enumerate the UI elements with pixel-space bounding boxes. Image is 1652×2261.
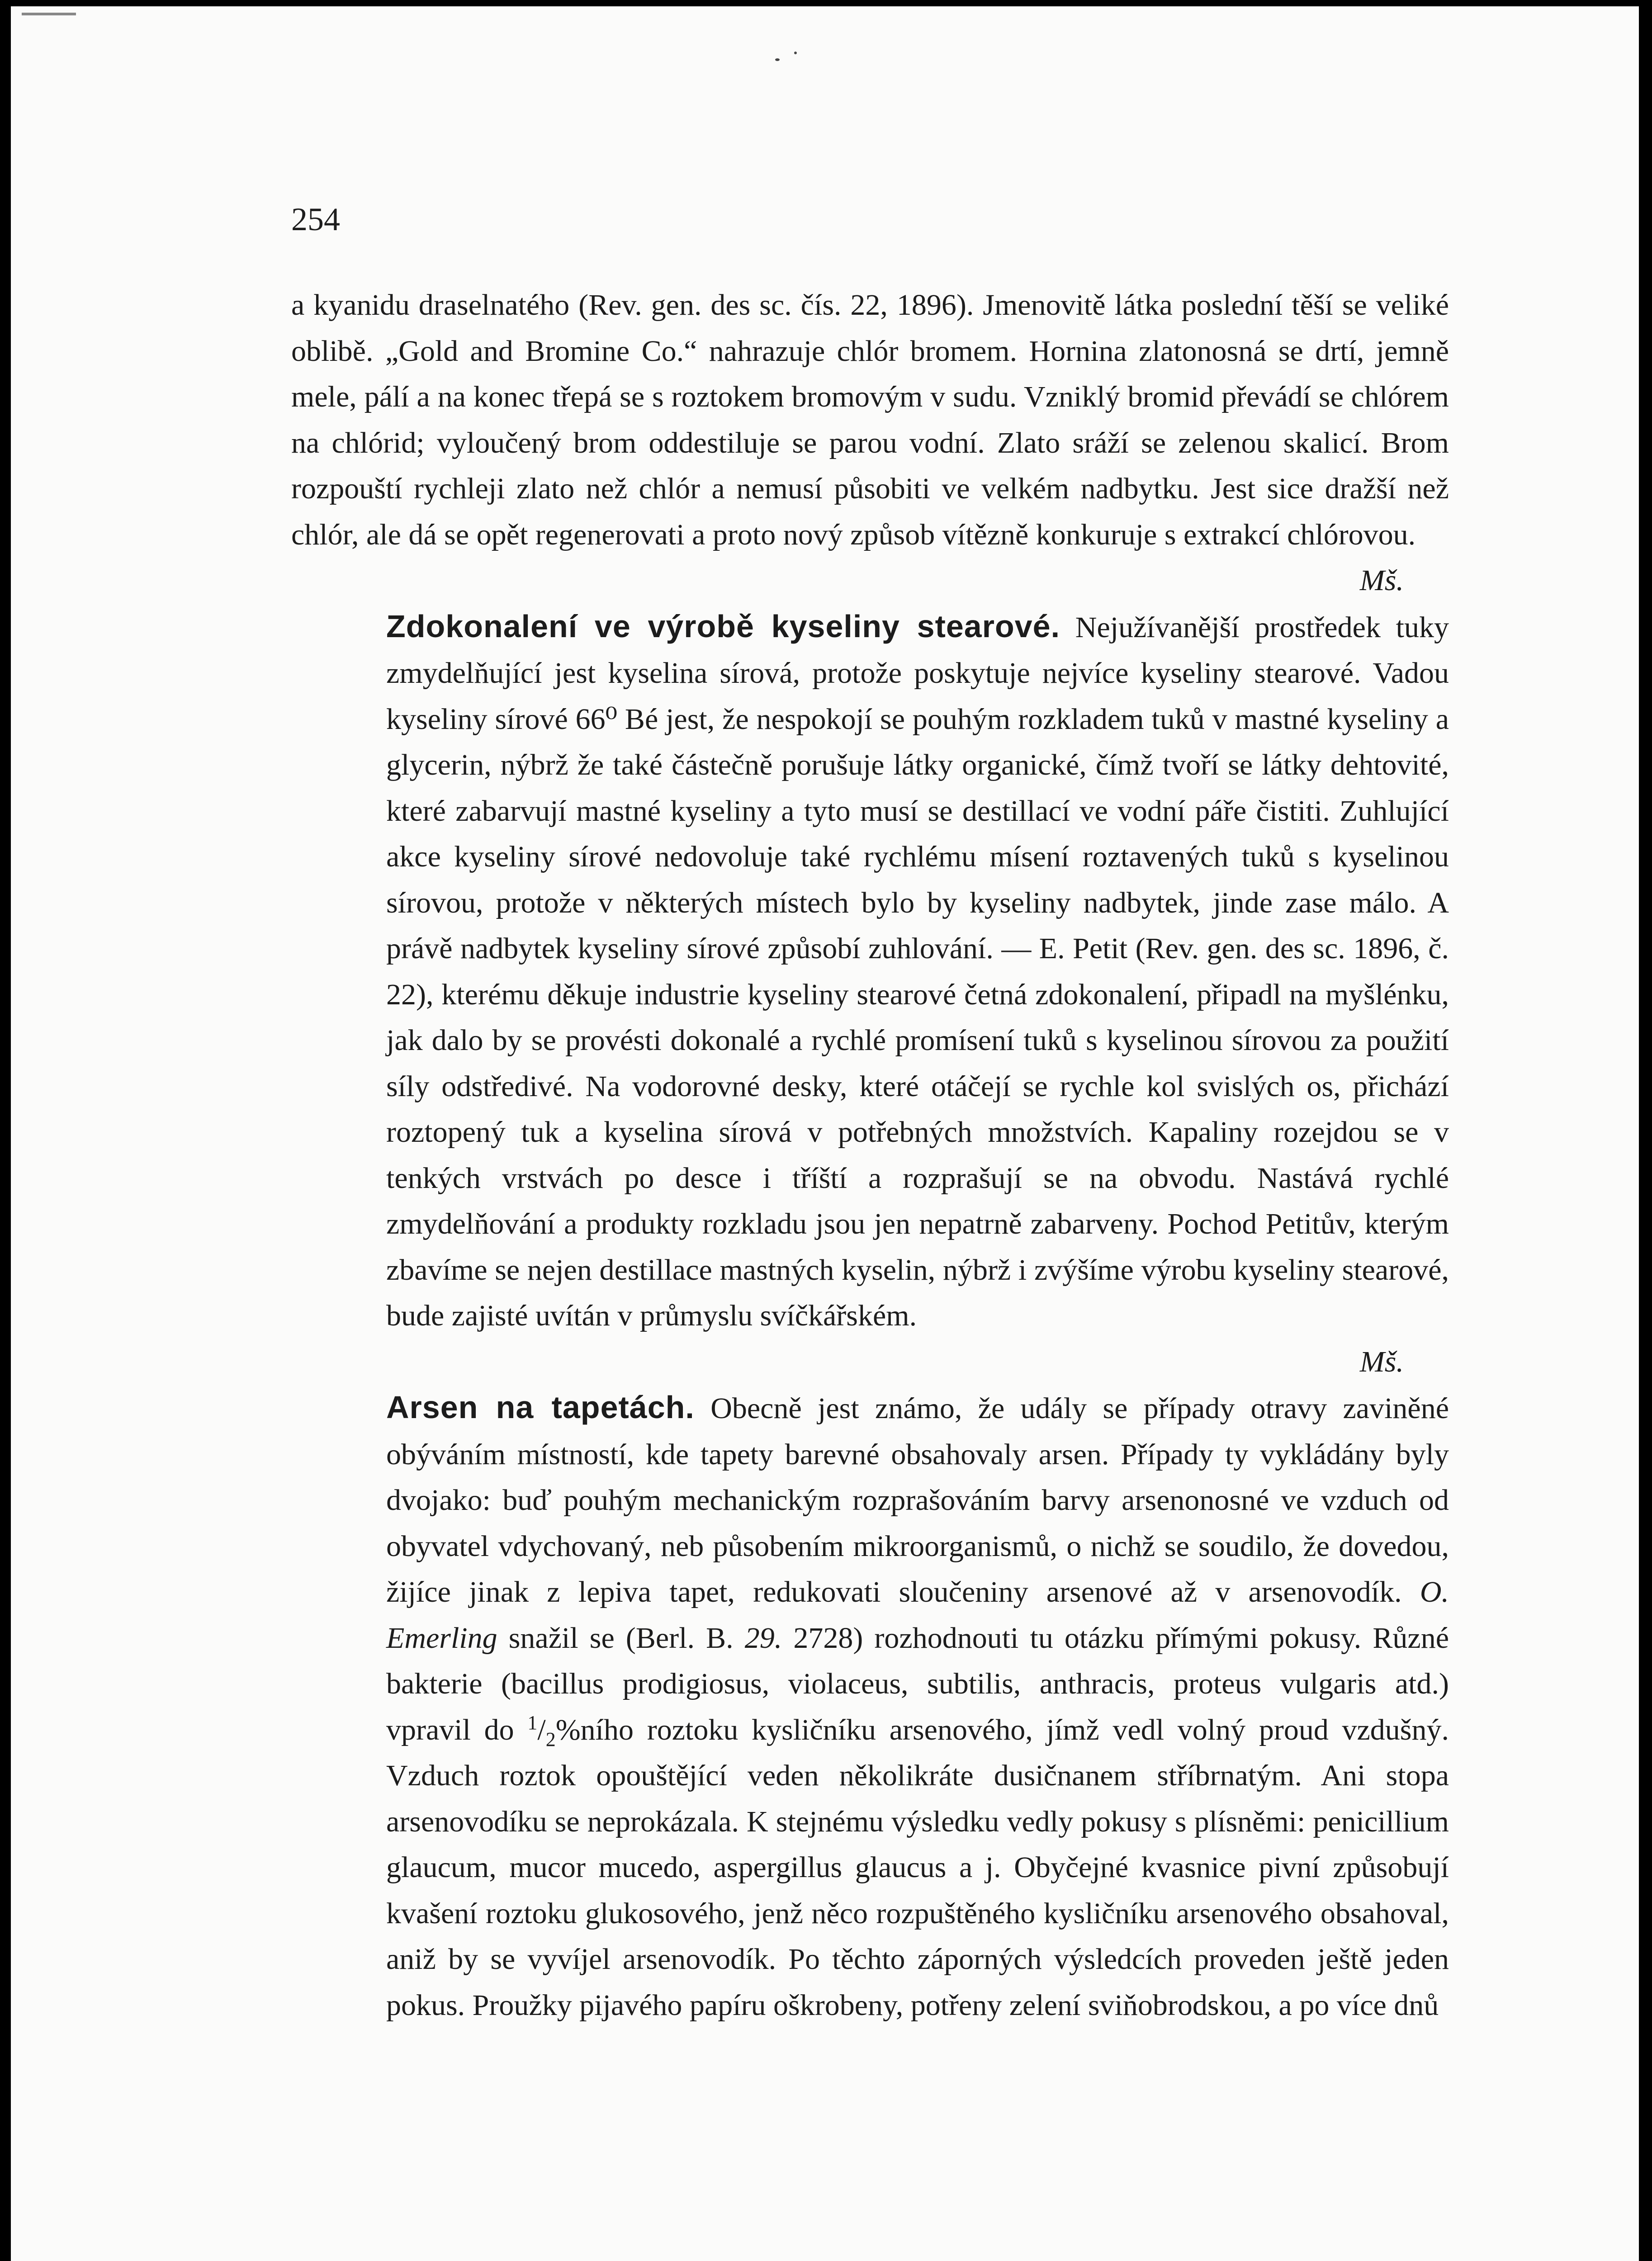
paragraph-gold-bromine: a kyanidu draselnatého (Rev. gen. des sc. čís. 22, 1896). Jmenovitě látka poslední těší se veliké oblibě. „Gold and Bromine Co.“ nahrazuje chlór bromem. Hornina zlatonosná se drtí, jemně mele, pálí a na konec třepá se s roztokem bromovým v sudu. Vzniklý bromid převádí se chlórem na chlórid; vyloučený brom oddestiluje se parou vodní. Zlato sráží se zelenou skalicí. Brom rozpouští rychleji zlato než chlór a nemusí působiti ve velkém nadbytku. Jest sice dražší než chlór, ale dá se opět regenerovati a proto nový způsob vítězně konkuruje s extrakcí chlórovou. (291, 289, 1449, 551)
section-heading-arsenic: Arsen na tapetách. (386, 1390, 695, 1425)
paragraph-arsenic-text-a: Obecně jest známo, že udály se případy otravy zaviněné obýváním místností, kde tapety barevné obsahovaly arsen. Případy ty vykládány byly dvojako: buď pouhým mechanickým rozprašováním barvy arsenonosné ve vzduch od obyvatel vdychovaný, neb působením mikroorganismů, o nichž se soudilo, že dovedou, žijíce jinak z lepiva tapet, redukovati sloučeniny arsenové až v arsenovodík. (386, 1392, 1449, 1608)
cited-volume: 29. (744, 1621, 782, 1655)
paragraph-arsenic-text-c: 2728) rozhodnouti tu otázku přímými pokusy. Různé bakterie (bacillus prodigiosus, violaceus, subtilis, anthracis, proteus vulgaris atd.) vpravil do (386, 1621, 1449, 1746)
author-signature: Mš. (1359, 564, 1404, 597)
author-signature: Mš. (1359, 1345, 1404, 1378)
fraction-denominator: 2 (545, 1728, 556, 1750)
paragraph-arsenic-text-b: snažil se (Berl. B. (508, 1621, 734, 1655)
paragraph-arsenic-wallpaper: Arsen na tapetách. Obecně jest známo, že udály se případy otravy zaviněné obýváním místností, kde tapety barevné obsahovaly arsen. Případy ty vykládány byly dvojako: buď pouhým mechanickým rozprašováním barvy arsenonosné ve vzduch od obyvatel vdychovaný, neb působením mikroorganismů, o nichž se soudilo, že dovedou, žijíce jinak z lepiva tapet, redukovati sloučeniny arsenové až v arsenovodík. O. Emerling snažil se (Berl. B. 29. 2728) rozhodnouti tu otázku přímými pokusy. Různé bakterie (bacillus prodigiosus, violaceus, subtilis, anthracis, proteus vulgaris atd.) vpravil do $^1/_2\%ního$ roztoku kysličníku arsenového, jímž vedl volný proud vzdušný. Vzduch roztok opouštějící veden několikráte dusičnanem stříbrnatým. Ani stopa arsenovodíku se neprokázala. K stejnému výsledku vedly pokusy s plísněmi: penicillium glaucum, mucor mucedo, aspergillus glaucus a j. Obyčejné kvasnice pivní způsobují kvašení roztoku glukosového, jenž něco rozpuštěného kysličníku arsenového obsahoval, aniž by se vyvíjel arsenovodík. Po těchto záporných výsledcích proveden ještě jeden pokus. Proužky pijavého papíru oškrobeny, potřeny zelení sviňobrodskou, a po více dnů (386, 1390, 1449, 2022)
fraction-numerator: 1 (527, 1711, 538, 1734)
section-heading-stearic: Zdokonalení ve výrobě kyseliny stearové. (386, 608, 1060, 644)
page-sheet (11, 6, 1639, 2261)
scan-corner-mark (22, 13, 76, 15)
scan-speck (794, 52, 797, 54)
page-number: 254 (291, 201, 340, 237)
paragraph-stearic-text: Nejužívanější prostředek tuky zmydelňující jest kyselina sírová, protože poskytuje nejvíce kyseliny stearové. Vadou kyseliny sírové 66⁰ Bé jest, že nespokojí se pouhým rozkladem tuků v mastné kyseliny a glycerin, nýbrž že také částečně porušuje látky organické, čímž tvoří se látky dehtovité, které zabarvují mastné kyseliny a tyto musí se destillací ve vodní páře čistiti. Zuhlující akce kyseliny sírové nedovoluje také rychlému mísení roztavených tuků s kyselinou sírovou, protože v některých místech bylo by kyseliny nadbytek, jinde zase málo. A právě nadbytek kyseliny sírové způsobí zuhlování. — E. Petit (Rev. gen. des sc. 1896, č. 22), kterému děkuje industrie kyseliny stearové četná zdokonalení, připadl na myšlénku, jak dalo by se provésti dokonalé a rychlé promísení tuků s kyselinou sírovou za použití síly odstředivé. Na vodorovné desky, které otáčejí se rychle kol svislých os, přichází roztopený tuk a kyselina sírová v potřebných množstvích. Kapaliny rozejdou se v tenkých vrstvách po desce i tříští a rozprašují se na obvodu. Nastává rychlé zmydelňování a produkty rozkladu jsou jen nepatrně zabarveny. Pochod Petitův, kterým zbavíme se nejen destillace mastných kyselin, nýbrž i zvýšíme výrobu kyseliny stearové, bude zajisté uvítán v průmyslu svíčkářském. (386, 610, 1449, 1332)
paragraph-arsenic-text-d: %ního roztoku kysličníku arsenového, jímž vedl volný proud vzdušný. Vzduch roztok opouštějící veden několikráte dusičnanem stříbrnatým. Ani stopa arsenovodíku se neprokázala. K stejnému výsledku vedly pokusy s plísněmi: penicillium glaucum, mucor mucedo, aspergillus glaucus a j. Obyčejné kvasnice pivní způsobují kvašení roztoku glukosového, jenž něco rozpuštěného kysličníku arsenového obsahoval, aniž by se vyvíjel arsenovodík. Po těchto záporných výsledcích proveden ještě jeden pokus. Proužky pijavého papíru oškrobeny, potřeny zelení sviňobrodskou, a po více dnů (386, 1713, 1449, 2022)
scan-speck (775, 58, 780, 61)
cited-author: O. Emerling (386, 1575, 1449, 1655)
paragraph-stearic-acid (291, 604, 1449, 1339)
article-body (291, 282, 1449, 2028)
